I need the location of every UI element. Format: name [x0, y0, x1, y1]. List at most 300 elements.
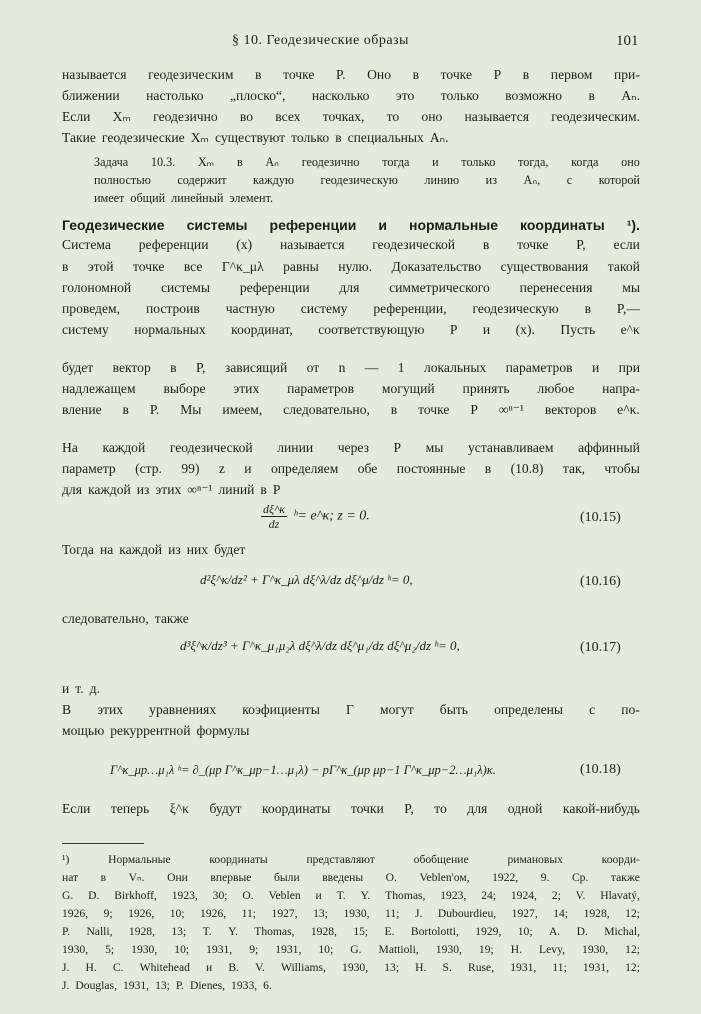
word: в: [236, 155, 243, 169]
word: в: [588, 88, 595, 103]
word: определены: [494, 702, 564, 717]
word: чтобы: [604, 461, 640, 476]
word: Dienes,: [189, 979, 226, 992]
word: 1926,: [200, 907, 227, 920]
word: координаты: [520, 217, 605, 233]
word: 12;: [625, 961, 640, 974]
word: нормальных: [134, 322, 206, 337]
word: то: [386, 109, 400, 124]
word: этих: [233, 381, 260, 396]
word: V.: [575, 889, 586, 902]
word: Оно: [367, 67, 391, 82]
word: в: [100, 871, 107, 884]
word: T.: [202, 925, 212, 938]
eq-relation: ʰ=: [293, 508, 307, 524]
word: формулы: [196, 723, 250, 738]
word: Michal,: [604, 925, 640, 938]
word: выборе: [163, 381, 206, 396]
word: т.: [75, 681, 84, 696]
word: Dubourdieu,: [437, 907, 497, 920]
word: 13;: [171, 925, 187, 938]
word: В: [62, 702, 72, 717]
word: и: [482, 322, 491, 337]
word: геодезической: [169, 440, 253, 455]
word: первом: [550, 67, 593, 82]
equation-10-17: d³ξ^κ/dz³ + Γ^κ_μ₁μ₂λ dξ^λ/dz dξ^μ₁/dz dξ^μ₂/dz ʰ= 0,: [180, 638, 460, 653]
text-line: [62, 279, 640, 296]
word: A.: [548, 925, 561, 938]
word: 1923,: [440, 889, 467, 902]
word: и: [315, 889, 322, 902]
word: P: [493, 67, 502, 82]
word: S.: [442, 961, 452, 974]
word: только: [291, 130, 330, 145]
word: (x).: [515, 322, 535, 337]
word: каждой: [119, 542, 163, 557]
word: системы: [160, 280, 211, 295]
word: и: [378, 217, 387, 233]
word: могущий: [381, 381, 435, 396]
word: из: [485, 173, 498, 187]
text-line: [62, 380, 640, 397]
word: 19;: [478, 943, 494, 956]
word: линии: [277, 440, 314, 455]
word: 1924,: [510, 889, 537, 902]
word: Геодезические: [62, 217, 165, 233]
text-line: [62, 236, 640, 253]
word: 1927,: [271, 907, 298, 920]
word: тогда,: [518, 155, 549, 169]
word: 10;: [517, 925, 533, 938]
word: существуют: [214, 130, 286, 145]
word: оно: [621, 155, 640, 169]
word: B.: [228, 961, 239, 974]
word: 1926,: [62, 907, 89, 920]
word: обобщение: [413, 853, 469, 866]
word: обе: [357, 461, 378, 476]
word: 2;: [551, 889, 561, 902]
word: впервые: [210, 871, 252, 884]
word: через: [337, 440, 369, 455]
word: 24;: [481, 889, 497, 902]
word: точке: [440, 67, 472, 82]
word: представляют: [306, 853, 375, 866]
word: называется: [464, 109, 530, 124]
word: 1926,: [128, 907, 155, 920]
word: в: [170, 360, 177, 375]
word: в: [482, 237, 490, 252]
word: 1: [397, 360, 405, 375]
word: „плоско“,: [230, 88, 286, 103]
word: 1931,: [582, 961, 610, 974]
word: Thomas,: [385, 889, 426, 902]
word: параметров: [287, 381, 355, 396]
text-line: [62, 942, 640, 957]
word: из: [168, 542, 181, 557]
word: геодезично: [301, 155, 360, 169]
word: Veblen: [268, 889, 301, 902]
word: 12;: [625, 943, 640, 956]
text-line: [62, 800, 640, 817]
word: (x): [236, 237, 253, 252]
word: P: [470, 402, 478, 417]
text-line: [62, 680, 640, 697]
word: в: [335, 130, 342, 145]
word: геодезическую: [320, 173, 398, 187]
word: 1928,: [310, 925, 337, 938]
text-line: [62, 108, 640, 125]
word: H.: [85, 961, 97, 974]
word: V.: [255, 961, 265, 974]
word: всех: [275, 109, 301, 124]
word: все: [183, 259, 203, 274]
word: при: [618, 360, 640, 375]
word: Если: [62, 801, 91, 816]
word: также: [154, 611, 189, 626]
word: быть: [439, 702, 468, 717]
word: координат,: [231, 322, 293, 337]
word: мощью: [62, 723, 105, 738]
word: определяем: [270, 461, 339, 476]
word: в: [412, 67, 420, 82]
word: P,: [195, 360, 206, 375]
word: 9;: [103, 907, 113, 920]
word: устанавливаем: [468, 440, 554, 455]
word: от: [306, 360, 320, 375]
word: то: [434, 801, 447, 816]
word: E.: [384, 925, 395, 938]
word: 1930,: [435, 943, 462, 956]
word: в: [255, 67, 262, 82]
word: каждую: [253, 173, 295, 187]
text-line: [62, 960, 640, 975]
word: 99): [181, 461, 200, 476]
word: 1931,: [275, 943, 302, 956]
word: 1928,: [128, 925, 155, 938]
word: в: [122, 402, 129, 417]
word: 1930,: [131, 943, 158, 956]
word: римановых: [507, 853, 563, 866]
section-title: § 10. Геодезические образы: [232, 33, 409, 48]
eq-numerator: dξ^κ: [263, 502, 285, 516]
word: Bortolotti,: [410, 925, 459, 938]
word: Y.: [360, 889, 371, 902]
word: теперь: [110, 801, 150, 816]
word: 1933,: [231, 979, 258, 992]
word: Они: [167, 871, 188, 884]
word: для: [467, 801, 488, 816]
word: Aₙ,: [523, 173, 541, 187]
word: Такие: [62, 130, 96, 145]
word: Whitehead: [139, 961, 190, 974]
eq-rhs: e^κ; z = 0.: [310, 508, 370, 524]
word: координаты: [209, 853, 268, 866]
word: когда: [571, 155, 599, 169]
word: общий: [130, 191, 166, 205]
word: соответствующую: [318, 322, 425, 337]
word: и: [206, 961, 213, 974]
word: точке: [133, 259, 165, 274]
word: д.: [89, 681, 100, 696]
word: для: [339, 280, 360, 295]
word: 9.: [540, 871, 550, 884]
word: были: [273, 871, 300, 884]
word: каждой: [102, 440, 146, 455]
word: референции,: [373, 301, 447, 316]
word: 13;: [313, 907, 328, 920]
word: 10.3.: [150, 155, 176, 169]
word: нулю.: [338, 259, 373, 274]
word: этих: [155, 482, 182, 497]
word: такой: [607, 259, 640, 274]
word: если: [613, 237, 640, 252]
word: ¹): [62, 853, 70, 866]
word: Aₙ.: [621, 88, 640, 103]
word: (10.8): [510, 461, 544, 476]
word: любое: [537, 381, 575, 396]
word: Xₘ: [190, 130, 209, 145]
word: 1929,: [475, 925, 502, 938]
word: имеем,: [222, 402, 263, 417]
text-line: [62, 978, 640, 993]
word: Xₘ: [197, 155, 215, 169]
word: и: [62, 681, 70, 696]
word: Γ^κ_μλ: [221, 259, 264, 274]
word: D.: [576, 925, 588, 938]
word: это: [395, 88, 415, 103]
word: рекуррентной: [110, 723, 191, 738]
eq-denominator: dz: [268, 517, 280, 531]
word: 30;: [212, 889, 228, 902]
word: и: [591, 360, 600, 375]
word: 1931,: [206, 943, 233, 956]
word: точке: [283, 67, 315, 82]
word: O.: [242, 889, 254, 902]
word: референции: [269, 217, 357, 233]
word: 1923,: [171, 889, 198, 902]
word: проведем,: [62, 301, 121, 316]
word: мы: [622, 280, 640, 295]
word: линий: [218, 482, 255, 497]
word: G.: [62, 889, 74, 902]
text-line: [62, 401, 640, 418]
word: только: [461, 155, 496, 169]
word: одной: [507, 801, 543, 816]
word: 1930,: [343, 907, 370, 920]
word: вектор: [112, 360, 151, 375]
word: 14;: [553, 907, 569, 920]
text-line: [62, 129, 640, 146]
word: O.: [385, 871, 397, 884]
word: 1931,: [122, 979, 150, 992]
equation-10-15: [258, 502, 558, 531]
word: Система: [62, 237, 111, 252]
word: Thomas,: [254, 925, 295, 938]
word: Aₙ: [265, 155, 280, 169]
word: по-: [621, 702, 640, 717]
word: построив: [145, 301, 200, 316]
word: 11;: [241, 907, 257, 920]
text-line: [62, 321, 640, 338]
word: частную: [225, 301, 275, 316]
word: 1930,: [342, 961, 369, 974]
word: 10;: [318, 943, 334, 956]
word: Задача: [94, 155, 129, 169]
word: называется: [279, 237, 345, 252]
text-line: [62, 870, 640, 885]
word: Пусть: [560, 322, 596, 337]
word: координаты: [261, 801, 331, 816]
word: z: [218, 461, 225, 476]
word: Birkhoff,: [114, 889, 157, 902]
word: геодезично: [153, 109, 218, 124]
word: из: [136, 482, 150, 497]
word: D.: [88, 889, 100, 902]
word: точках,: [322, 109, 365, 124]
word: 13;: [384, 961, 400, 974]
word: e^κ: [620, 322, 640, 337]
word: векторов: [544, 402, 597, 417]
word: имеет: [94, 191, 125, 205]
word: 11;: [385, 907, 400, 920]
word: C.: [112, 961, 124, 974]
text-line: [62, 258, 640, 275]
word: 12;: [625, 907, 640, 920]
word: коэфициенты: [242, 702, 320, 717]
word: Williams,: [280, 961, 326, 974]
word: локальных: [423, 360, 487, 375]
word: для: [62, 482, 82, 497]
word: нат: [62, 871, 79, 884]
word: постоянные: [396, 461, 466, 476]
word: систему: [300, 301, 348, 316]
word: оно: [421, 109, 443, 124]
word: P.: [62, 925, 71, 938]
word: какой-нибудь: [562, 801, 640, 816]
word: уравнениях: [149, 702, 217, 717]
word: P.: [336, 67, 346, 82]
equation-number: (10.17): [580, 640, 621, 655]
word: 11;: [552, 961, 567, 974]
word: геодезическим.: [551, 109, 640, 124]
word: с: [589, 702, 596, 717]
word: G.: [350, 943, 362, 956]
word: параметр: [62, 461, 116, 476]
word: точки: [350, 801, 384, 816]
word: будут: [209, 801, 242, 816]
word: 9;: [249, 943, 259, 956]
word: будет: [62, 360, 94, 375]
word: следовательно,: [283, 402, 370, 417]
word: Aₙ.: [429, 130, 449, 145]
word: P.: [149, 402, 160, 417]
word: в: [522, 67, 530, 82]
word: P: [272, 482, 281, 497]
word: референции: [239, 280, 310, 295]
text-line: [62, 460, 640, 477]
word: Levy,: [539, 943, 566, 956]
word: в: [584, 301, 591, 316]
text-line: [62, 701, 640, 718]
text-line: [94, 172, 640, 189]
word: в: [260, 482, 267, 497]
text-line: [62, 481, 640, 498]
word: также: [610, 871, 640, 884]
word: Y.: [228, 925, 238, 938]
word: P.: [175, 979, 184, 992]
word: Nalli,: [86, 925, 113, 938]
word: 1930,: [62, 943, 89, 956]
word: Γ: [346, 702, 354, 717]
word: P: [449, 322, 458, 337]
text-line: [62, 87, 640, 104]
text-line: [62, 66, 640, 83]
text-line: [62, 888, 640, 903]
word: Ср.: [571, 871, 589, 884]
text-line: [62, 924, 640, 939]
word: J.: [414, 907, 423, 920]
word: геодезическим: [148, 67, 234, 82]
word: голономной: [62, 280, 132, 295]
word: J.: [62, 979, 70, 992]
word: и: [432, 155, 439, 169]
word: параметров: [505, 360, 573, 375]
word: H.: [415, 961, 427, 974]
word: 13;: [155, 979, 170, 992]
word: будет: [214, 542, 246, 557]
word: перенесения: [519, 280, 593, 295]
word: Нормальные: [108, 853, 171, 866]
equation-10-18: Γ^κ_μp…μ₁λ ʰ= ∂_(μp Γ^κ_μp−1…μ₁λ) − pΓ^κ_(μp μp−1 Γ^κ_μp−2…μ₁λ)κ.: [110, 763, 496, 777]
word: Douglas,: [75, 979, 117, 992]
word: возможно: [505, 88, 563, 103]
word: P: [393, 440, 402, 455]
text-line: [94, 154, 640, 171]
word: и: [244, 461, 252, 476]
text-line: [62, 217, 640, 234]
word: P,: [576, 237, 586, 252]
word: 1930,: [582, 943, 609, 956]
word: вление: [62, 402, 102, 417]
word: —: [364, 360, 379, 375]
word: 15;: [353, 925, 369, 938]
word: коорди-: [601, 853, 640, 866]
word: в: [62, 259, 69, 274]
word: На: [62, 440, 78, 455]
word: содержит: [177, 173, 227, 187]
word: 1928,: [583, 907, 610, 920]
word: могут: [379, 702, 414, 717]
word: геодезическую: [472, 301, 559, 316]
text-line: [62, 852, 640, 867]
word: введены: [322, 871, 364, 884]
word: тогда: [382, 155, 410, 169]
word: Hlavatý,: [600, 889, 640, 902]
word: H.: [510, 943, 523, 956]
equation-number: (10.18): [580, 762, 621, 777]
word: в: [484, 461, 492, 476]
text-line: [62, 541, 640, 558]
word: с: [566, 173, 573, 187]
word: при-: [613, 67, 640, 82]
word: настолько: [146, 88, 204, 103]
word: элемент.: [229, 191, 274, 205]
word: 1922,: [492, 871, 519, 884]
word: них: [186, 542, 209, 557]
word: T.: [336, 889, 346, 902]
word: аффинный: [578, 440, 640, 455]
word: во: [239, 109, 254, 124]
